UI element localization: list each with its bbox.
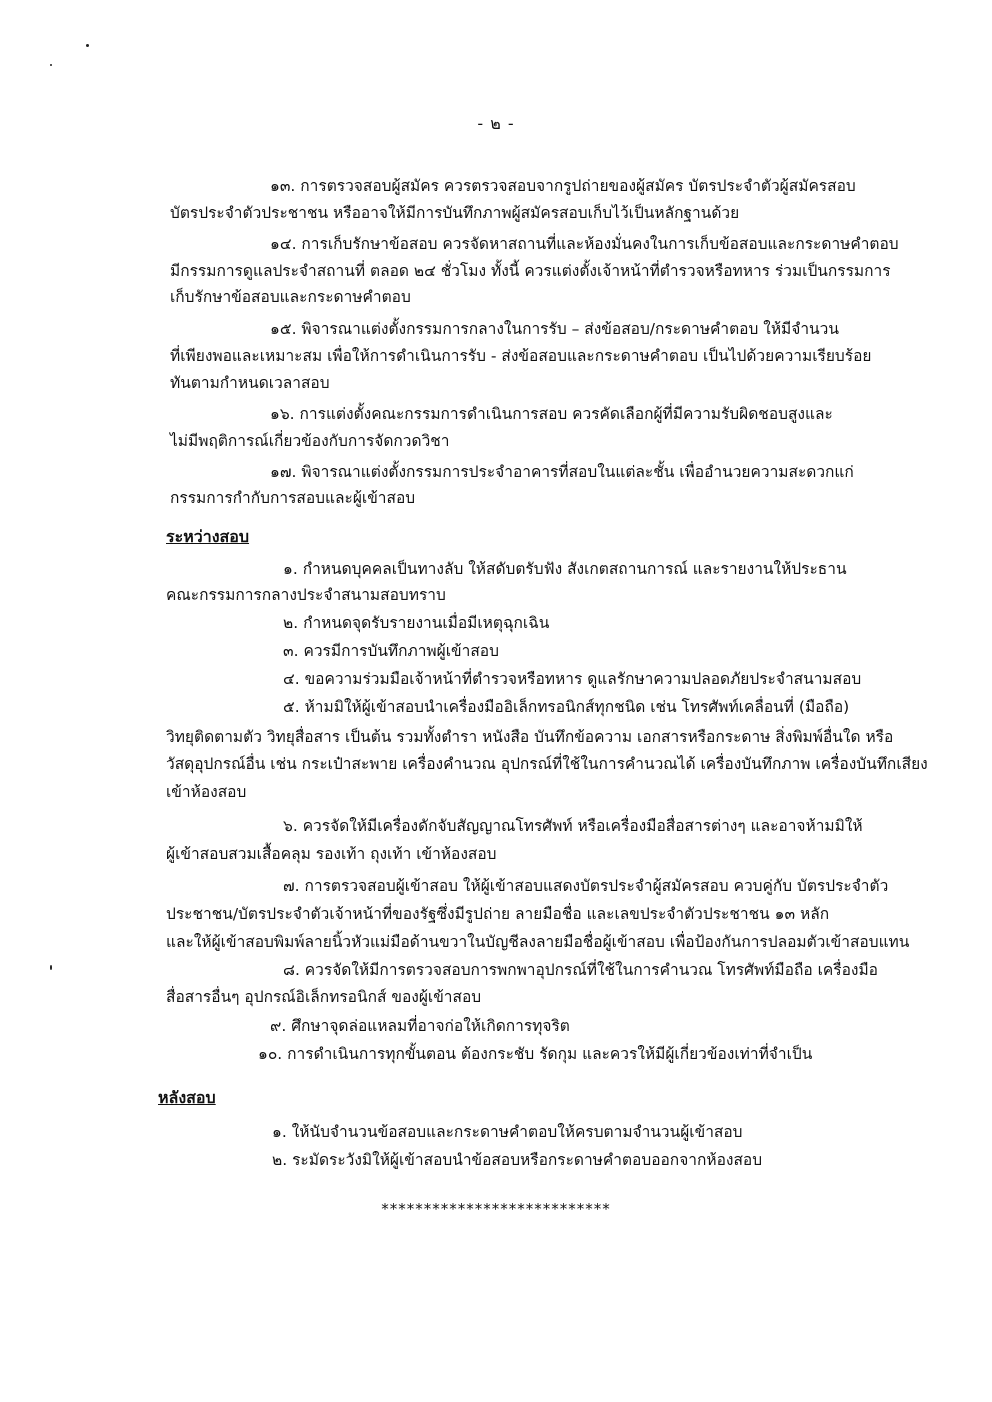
item-15-line-2: ที่เพียงพอและเหมาะสม เพื่อให้การดำเนินการรับ - ส่งข้อสอบและกระดาษคำตอบ เป็นไปด้วยความเรียบร้อย <box>170 347 872 365</box>
during-item-8-line-1: ๘. ควรจัดให้มีการตรวจสอบการพกพาอุปกรณ์ที่ใช้ในการคำนวณ โทรศัพท์มือถือ เครื่องมือ <box>283 961 878 979</box>
during-item-1-line-1: ๑. กำหนดบุคคลเป็นทางลับ ให้สดับตรับฟัง สังเกตสถานการณ์ และรายงานให้ประธาน <box>283 560 847 578</box>
scan-speck <box>50 965 52 970</box>
during-item-5-line-4: เข้าห้องสอบ <box>166 783 247 801</box>
during-item-8-line-2: สื่อสารอื่นๆ อุปกรณ์อิเล็กทรอนิกส์ ของผู้เข้าสอบ <box>166 988 482 1006</box>
after-item-1: ๑. ให้นับจำนวนข้อสอบและกระดาษคำตอบให้ครบตามจำนวนผู้เข้าสอบ <box>272 1123 743 1141</box>
after-item-2: ๒. ระมัดระวังมิให้ผู้เข้าสอบนำข้อสอบหรือกระดาษคำตอบออกจากห้องสอบ <box>272 1151 763 1169</box>
item-16-line-2: ไม่มีพฤติการณ์เกี่ยวข้องกับการจัดกวดวิชา <box>170 432 450 450</box>
during-item-4: ๔. ขอความร่วมมือเจ้าหน้าที่ตำรวจหรือทหาร ดูแลรักษาความปลอดภัยประจำสนามสอบ <box>283 670 862 688</box>
scan-speck <box>86 44 89 47</box>
during-item-5-line-3: วัสดุอุปกรณ์อื่น เช่น กระเป๋าสะพาย เครื่องคำนวณ อุปกรณ์ที่ใช้ในการคำนวณได้ เครื่องบันทึกภาพ เครื่องบันทึกเสียง <box>166 755 928 773</box>
during-item-7-line-1: ๗. การตรวจสอบผู้เข้าสอบ ให้ผู้เข้าสอบแสดงบัตรประจำผู้สมัครสอบ ควบคู่กับ บัตรประจำตัว <box>283 877 889 895</box>
during-item-6-line-2: ผู้เข้าสอบสวมเสื้อคลุม รองเท้า ถุงเท้า เข้าห้องสอบ <box>166 845 497 863</box>
item-17-line-2: กรรมการกำกับการสอบและผู้เข้าสอบ <box>170 489 416 507</box>
during-item-5-line-1: ๕. ห้ามมิให้ผู้เข้าสอบนำเครื่องมืออิเล็กทรอนิกส์ทุกชนิด เช่น โทรศัพท์เคลื่อนที่ (มือถือ) <box>283 698 850 716</box>
item-13-line-1: ๑๓. การตรวจสอบผู้สมัคร ควรตรวจสอบจากรูปถ่ายของผู้สมัคร บัตรประจำตัวผู้สมัครสอบ <box>270 177 856 195</box>
during-item-5-line-2: วิทยุติดตามตัว วิทยุสื่อสาร เป็นต้น รวมทั้งตำรา หนังสือ บันทึกข้อความ เอกสารหรือกระดาษ สิ่งพิมพ์อื่นใด หรือ <box>166 728 894 746</box>
item-15-line-1: ๑๕. พิจารณาแต่งตั้งกรรมการกลางในการรับ – ส่งข้อสอบ/กระดาษคำตอบ ให้มีจำนวน <box>270 320 839 338</box>
during-item-7-line-3: และให้ผู้เข้าสอบพิมพ์ลายนิ้วหัวแม่มือด้านขวาในบัญชีลงลายมือชื่อผู้เข้าสอบ เพื่อป้องกันการปลอมตัวเข้าสอบแทน <box>166 933 910 951</box>
page-number: - ๒ - <box>477 114 515 133</box>
heading-after-exam: หลังสอบ <box>158 1088 216 1107</box>
item-16-line-1: ๑๖. การแต่งตั้งคณะกรรมการดำเนินการสอบ ควรคัดเลือกผู้ที่มีความรับผิดชอบสูงและ <box>270 405 833 423</box>
scan-speck <box>50 64 52 66</box>
during-item-7-line-2: ประชาชน/บัตรประจำตัวเจ้าหน้าที่ของรัฐซึ่งมีรูปถ่าย ลายมือชื่อ และเลขประจำตัวประชาชน ๑๓ หลัก <box>166 905 830 923</box>
heading-during-exam: ระหว่างสอบ <box>166 527 250 546</box>
during-item-1-line-2: คณะกรรมการกลางประจำสนามสอบทราบ <box>166 586 446 604</box>
item-14-line-1: ๑๔. การเก็บรักษาข้อสอบ ควรจัดหาสถานที่และห้องมั่นคงในการเก็บข้อสอบและกระดาษคำตอบ <box>270 235 899 253</box>
during-item-6-line-1: ๖. ควรจัดให้มีเครื่องดักจับสัญญาณโทรศัพท์ หรือเครื่องมือสื่อสารต่างๆ และอาจห้ามมิให้ <box>283 817 863 835</box>
during-item-3: ๓. ควรมีการบันทึกภาพผู้เข้าสอบ <box>283 642 499 660</box>
during-item-10: ๑๐. การดำเนินการทุกขั้นตอน ต้องกระชับ รัดกุม และควรให้มีผู้เกี่ยวข้องเท่าที่จำเป็น <box>258 1045 813 1063</box>
item-14-line-2: มีกรรมการดูแลประจำสถานที่ ตลอด ๒๔ ชั่วโมง ทั้งนี้ ควรแต่งตั้งเจ้าหน้าที่ตำรวจหรือทหาร ร่วมเป็นกรรมการ <box>170 262 891 280</box>
during-item-9: ๙. ศึกษาจุดล่อแหลมที่อาจก่อให้เกิดการทุจริต <box>270 1017 570 1035</box>
item-17-line-1: ๑๗. พิจารณาแต่งตั้งกรรมการประจำอาคารที่สอบในแต่ละชั้น เพื่ออำนวยความสะดวกแก่ <box>270 463 854 481</box>
end-of-document-marker: *************************** <box>381 1200 611 1218</box>
item-13-line-2: บัตรประจำตัวประชาชน หรืออาจให้มีการบันทึกภาพผู้สมัครสอบเก็บไว้เป็นหลักฐานด้วย <box>170 204 740 222</box>
item-15-line-3: ทันตามกำหนดเวลาสอบ <box>170 374 330 392</box>
during-item-2: ๒. กำหนดจุดรับรายงานเมื่อมีเหตุฉุกเฉิน <box>283 614 550 632</box>
item-14-line-3: เก็บรักษาข้อสอบและกระดาษคำตอบ <box>170 288 411 306</box>
